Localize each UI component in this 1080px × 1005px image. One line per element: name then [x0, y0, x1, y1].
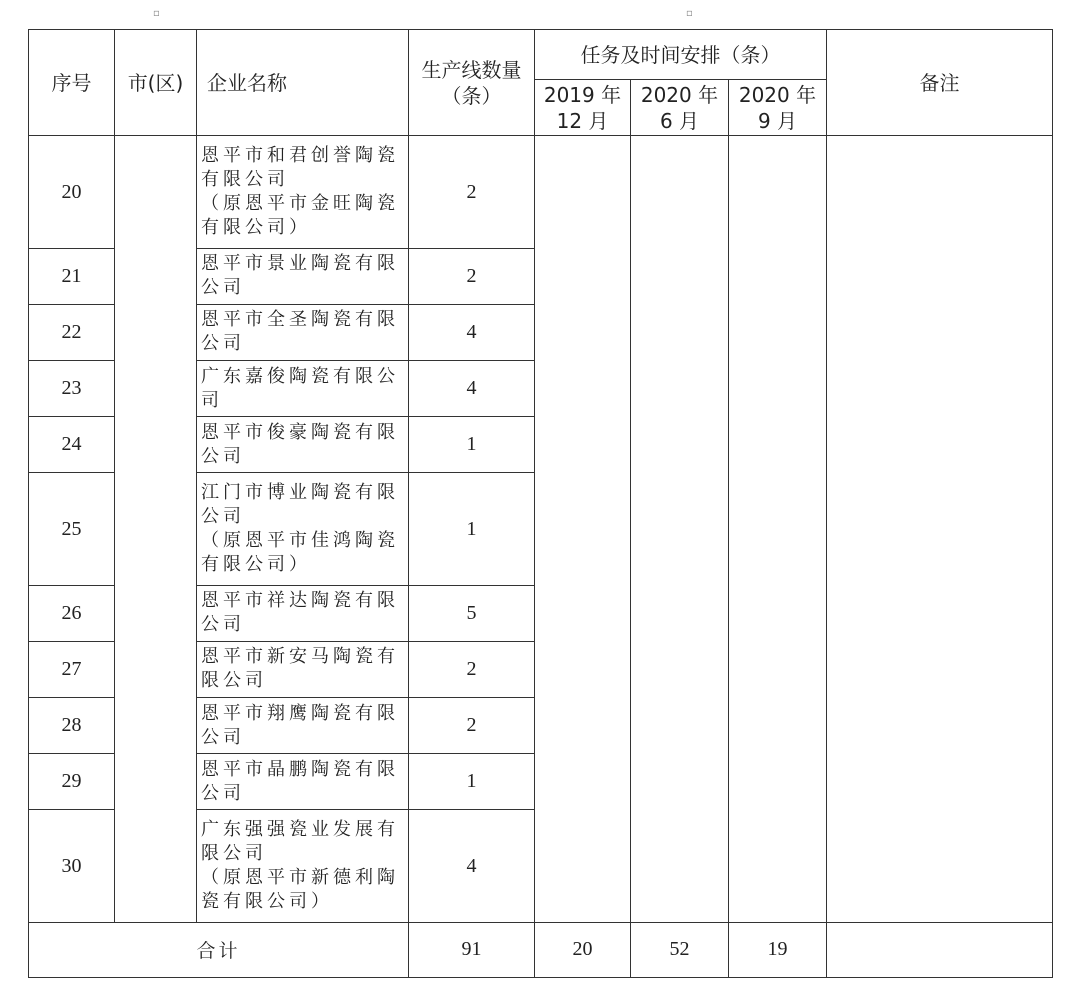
- row-company: 恩平市祥达陶瓷有限公司: [197, 585, 409, 641]
- header-seq: 序号: [29, 30, 115, 136]
- header-lines: 生产线数量 （条）: [409, 30, 535, 136]
- row-seq: 21: [29, 248, 115, 304]
- total-2020-9: 19: [729, 922, 827, 977]
- row-lines: 2: [409, 698, 535, 754]
- row-company: 恩平市新安马陶瓷有限公司: [197, 641, 409, 697]
- header-2020-9: 2020 年 9 月: [729, 80, 827, 136]
- row-lines: 4: [409, 361, 535, 417]
- row-seq: 26: [29, 585, 115, 641]
- row-company: 恩平市晶鹏陶瓷有限公司: [197, 754, 409, 810]
- remarks-cell: [827, 136, 1053, 922]
- header-2020-6: 2020 年 6 月: [631, 80, 729, 136]
- production-line-table: [28, 29, 1053, 978]
- row-company: 广东强强瓷业发展有限公司 （原恩平市新德利陶瓷有限公司）: [197, 810, 409, 922]
- col-2019-12-cell: [535, 136, 631, 922]
- row-company: 恩平市景业陶瓷有限公司: [197, 248, 409, 304]
- header-remarks: 备注: [827, 30, 1053, 136]
- row-company: 恩平市和君创誉陶瓷有限公司 （原恩平市金旺陶瓷有限公司）: [197, 136, 409, 248]
- row-company: 江门市博业陶瓷有限公司 （原恩平市佳鸿陶瓷有限公司）: [197, 473, 409, 585]
- row-lines: 1: [409, 754, 535, 810]
- row-company: 恩平市全圣陶瓷有限公司: [197, 304, 409, 360]
- row-seq: 25: [29, 473, 115, 585]
- row-seq: 20: [29, 136, 115, 248]
- city-merged-cell: [115, 136, 197, 922]
- total-2020-6: 52: [631, 922, 729, 977]
- row-seq: 30: [29, 810, 115, 922]
- col-2020-6-cell: [631, 136, 729, 922]
- row-lines: 2: [409, 136, 535, 248]
- header-schedule: 任务及时间安排（条）: [535, 30, 827, 80]
- row-lines: 1: [409, 473, 535, 585]
- row-lines: 2: [409, 641, 535, 697]
- header-2019-12: 2019 年 12 月: [535, 80, 631, 136]
- total-2019-12: 20: [535, 922, 631, 977]
- header-city: 市(区): [115, 30, 197, 136]
- row-lines: 4: [409, 810, 535, 922]
- row-seq: 29: [29, 754, 115, 810]
- row-lines: 4: [409, 304, 535, 360]
- total-lines: 91: [409, 922, 535, 977]
- row-company: 恩平市翔鹰陶瓷有限公司: [197, 698, 409, 754]
- scan-mark: ▫: [686, 8, 693, 19]
- row-company: 广东嘉俊陶瓷有限公司: [197, 361, 409, 417]
- row-lines: 2: [409, 248, 535, 304]
- row-seq: 27: [29, 641, 115, 697]
- total-remarks: [827, 922, 1053, 977]
- row-seq: 24: [29, 417, 115, 473]
- header-company: 企业名称: [197, 30, 409, 136]
- row-seq: 22: [29, 304, 115, 360]
- total-label: 合计: [29, 922, 409, 977]
- row-lines: 5: [409, 585, 535, 641]
- row-seq: 28: [29, 698, 115, 754]
- row-seq: 23: [29, 361, 115, 417]
- row-company: 恩平市俊豪陶瓷有限公司: [197, 417, 409, 473]
- scan-mark: ▫: [153, 8, 160, 19]
- col-2020-9-cell: [729, 136, 827, 922]
- row-lines: 1: [409, 417, 535, 473]
